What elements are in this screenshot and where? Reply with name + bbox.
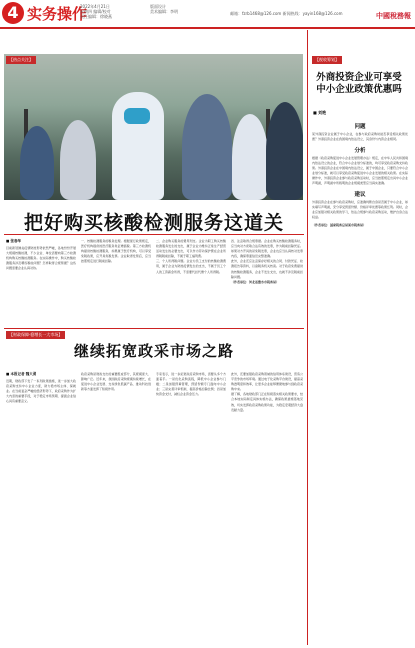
lead-author-note: （作者单位：河北省衡水市税务局）	[231, 279, 280, 284]
meta-date: 2022年4月21日	[80, 4, 110, 9]
second-paragraph: 近期，财政部下发了一系列政策措施，进一步加大政府采购支持中小企业力度，助力稳市场主体、保就业。在当前复杂严峻的经济形势下，政府采购作为扩大内需的重要手段，对于稳定市场预期、提振企业信心具有重要意义。	[6, 379, 76, 404]
photo-person	[60, 120, 96, 200]
second-column-4	[231, 372, 303, 641]
sidebar-section-text: 根据《政府采购促进中小企业发展管理办法》规定，在中华人民共和国境内依法设立的企业，符合中小企业划分标准的，均可享受政府采购支持政策。外商投资企业在中国境内依法设立，属于中国企业，只要符合中小企业划分标准，就可以享受政府采购促进中小企业发展的相关政策。在实际操作中，外商投资企业参与政府采购活动时，应当按照规定出具中小企业声明函，声明函中所载明的企业规模类型应当真实准确。	[312, 156, 408, 185]
header-meta-mid	[150, 4, 178, 14]
face-shield	[124, 108, 150, 124]
lead-paragraph: 一、核酸检测服务的税务处理。根据现行政策规定，医疗机构提供的医疗服务免征增值税。第三方检测机构提供核酸检测服务，如果属于医疗机构，可以享受免税政策，应开具免税发票。企业取得发票后，应当按照规定进行税前扣除。	[81, 239, 151, 264]
photo-person	[20, 126, 54, 200]
sidebar-author-note: （作者单位：国家税务总局某市税务局）	[312, 223, 367, 227]
page-number-badge: 4	[2, 2, 24, 24]
lead-rule	[4, 234, 304, 235]
second-column-3	[156, 372, 226, 641]
second-column-1	[6, 379, 76, 641]
second-paragraph: 政府采购是财政支出的重要组成部分，其规模庞大、影响广泛。近年来，我国政府采购规模持续增长，在促进中小企业发展、支持绿色低碳产品、推动科技创新等方面发挥了积极作用。	[81, 372, 151, 392]
sidebar-section-text: 外商投资企业在参与政府采购时，应准确判断自身是否属于中小企业，如实填写声明函，充分享受预留份额、价格评审优惠等政策红利。同时，企业应加强对相关政策的学习，依法合规参与政府采购活动，维护自身合法权益。	[312, 200, 408, 219]
photo-person	[182, 94, 232, 200]
sidebar-divider	[307, 30, 308, 645]
lead-paragraph: 目前新冠肺炎疫情防控形势依然严峻，各地纷纷开展大规模核酸检测，不少企业、单位需要向第三方检测机构购买核酸检测服务。在实际操作中，购买核酸检测服务涉及哪些税收问题？怎样取得合规票据？这些问题需要企业认真对待。	[6, 246, 76, 271]
sidebar-section-title: 建议	[354, 192, 366, 198]
meta-design: 版面设计	[150, 4, 166, 9]
header-rule	[0, 27, 415, 29]
second-paragraph: 此外，还要加强政府采购领域的信用体系建设，营造公平竞争的市场环境。通过电子化采购平台建设，提高采购透明度和效率，让更多企业能够便捷地参与到政府采购中来。	[231, 372, 303, 392]
second-paragraph: 专家表示，进一步拓宽政府采购市场，需要从多个方面着手。一是优化采购流程，降低中小企业参与门槛；二是加强预算管理，预留份额专门面向中小企业；三是完善评审机制，提高价格扣除比例；四是加快资金支付，减轻企业资金压力。	[156, 372, 226, 397]
sidebar-tag: 【税收筹划】	[312, 56, 342, 64]
lead-paragraph: 此外，企业还应注意保存好相关的合同、付款凭证、检测报告等资料，以备税务机关核查。对于政府免费提供的核酸检测服务，企业不发生支出，也就不涉及税前扣除问题。	[231, 259, 303, 279]
second-section-tag: 【财政保障·稳增长一大市场】	[6, 331, 65, 339]
lead-photo	[4, 54, 303, 200]
lead-column-4	[231, 239, 303, 324]
lead-column-2	[81, 239, 151, 324]
second-headline: 继续拓宽政采市场之路	[73, 342, 234, 360]
photo-person	[232, 114, 268, 200]
lead-paragraph: 二、企业购买服务的费用列支。企业为职工购买核酸检测服务发生的支出，属于企业为维持正常生产经营活动发生的必要支出，可以作为劳动保护费在企业所得税税前扣除，不属于职工福利费。	[156, 239, 226, 259]
second-top-rule	[4, 328, 304, 329]
lead-headline: 把好购买核酸检测服务这道关	[23, 212, 284, 234]
sidebar-section-title: 分析	[354, 148, 366, 154]
second-paragraph: 据了解，各地财政部门正在积极落实相关政策要求，结合本地实际制定具体实施办法，确保政策措施落地见效，切实发挥政府采购政策功能，为稳定宏观经济大盘贡献力量。	[231, 392, 303, 412]
second-column-2	[81, 372, 151, 641]
second-byline: ■ 本报记者 魏大勇	[6, 372, 37, 376]
lead-column-1	[6, 246, 76, 324]
lead-byline: ■ 张春华	[6, 239, 22, 243]
meta-chief-editor: 责任编辑：徐晓燕	[80, 14, 112, 19]
photo-medical-worker	[112, 92, 164, 200]
sidebar-body	[312, 120, 408, 640]
photo-section-tag: 【热点关注】	[6, 56, 36, 64]
sidebar-section-title: 问题	[354, 124, 366, 130]
meta-art: 美术编辑：李明	[150, 9, 178, 14]
meta-editor: 星期四 编辑/校对	[80, 9, 111, 14]
section-title: 实务操作	[27, 5, 88, 23]
lead-paragraph: 四、注意取得合规票据。企业在购买核酸检测服务时，应当向对方索取合法有效的发票，作为税前扣除凭证。如果对方开具的是免税发票，企业也应当认真核对发票内容，确保票面信息完整准确。	[231, 239, 303, 259]
lead-paragraph: 三、个人所得税问题。企业为员工支付的核酸检测费用，属于企业为防控疫情发生的支出，不属于员工个人的工资薪金所得，不需要代扣代缴个人所得税。	[156, 259, 226, 274]
header-meta-left	[80, 4, 112, 19]
sidebar-byline: ■ 刘艳	[313, 110, 327, 115]
newspaper-name: 中國稅務報	[376, 11, 411, 20]
sidebar-headline: 外商投资企业可享受中小企业政策优惠吗	[316, 72, 402, 95]
header-contact: 邮箱：fzrb1468@126.com 新闻热线：yayin168@126.com	[230, 11, 343, 16]
sidebar-section-text: 某外商投资企业属于中小企业，在参与政府采购时能否享受相关政策优惠？外商投资企业在我国境内依法设立，其身份与内资企业相同。	[312, 132, 408, 141]
photo-person	[266, 102, 303, 200]
lead-column-3	[156, 239, 226, 324]
